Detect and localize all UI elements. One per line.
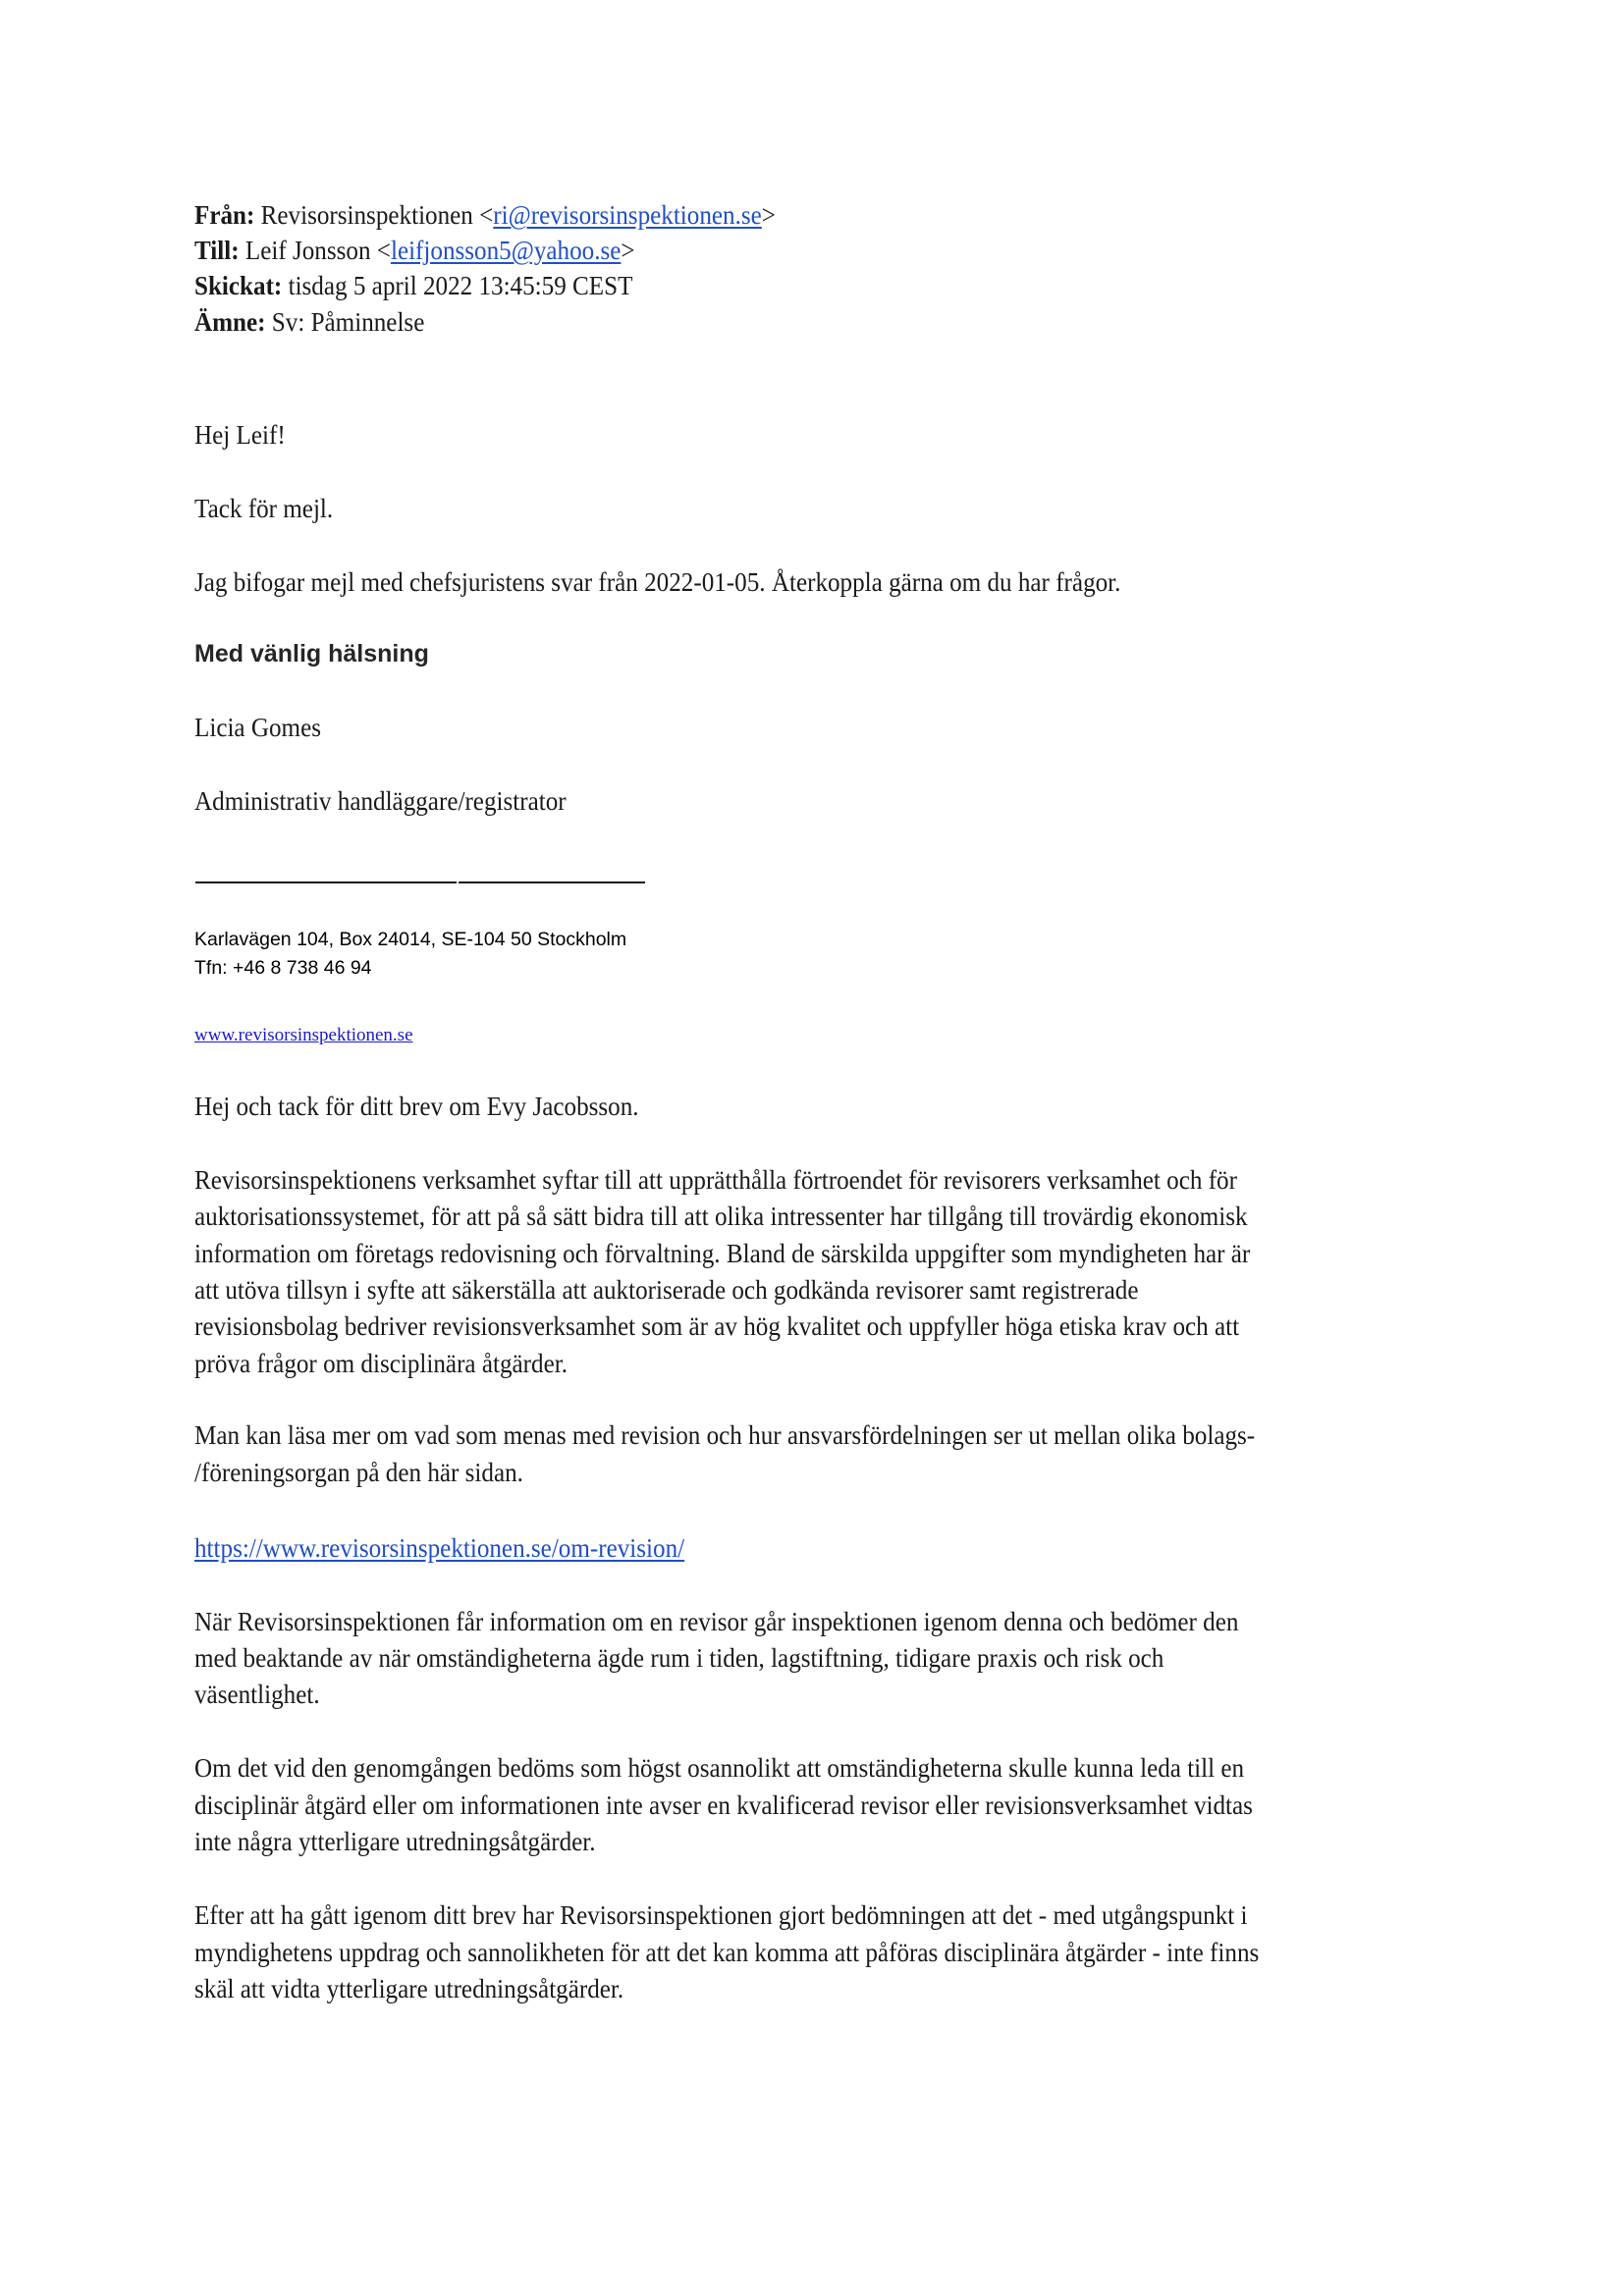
quoted-p3-line: med beaktande av när omständigheterna ägde rum i tiden, lagstiftning, tidigare praxis och risk och <box>194 1643 1164 1673</box>
to-label: Till: <box>194 236 240 265</box>
from-label: Från: <box>194 200 255 230</box>
quoted-p4-line: Om det vid den genomgången bedöms som högst osannolikt att omständigheterna skulle kunna leda till en <box>194 1753 1245 1783</box>
subject-value: Sv: Påminnelse <box>271 307 425 337</box>
header-from: Från: Revisorsinspektionen <ri@revisorsinspektionen.se> <box>194 200 776 230</box>
quoted-p1-line: pröva frågor om disciplinära åtgärder. <box>194 1349 568 1378</box>
signature-phone: Tfn: +46 8 738 46 94 <box>194 957 372 979</box>
quoted-p3-line: När Revisorsinspektionen får information om en revisor går inspektionen igenom denna och bedömer den <box>194 1607 1239 1636</box>
from-name: Revisorsinspektionen <box>260 200 473 230</box>
quoted-p5-line: skäl att vidta ytterligare utredningsåtgärder. <box>194 1974 624 2003</box>
sent-value: tisdag 5 april 2022 13:45:59 CEST <box>288 271 633 300</box>
quoted-p1-line: revisionsbolag bedriver revisionsverksamhet som är av hög kvalitet och uppfyller höga etiska krav och att <box>194 1311 1240 1341</box>
reply-body: Jag bifogar mejl med chefsjuristens svar från 2022-01-05. Återkoppla gärna om du har frågor. <box>194 567 1121 597</box>
to-name: Leif Jonsson <box>244 236 371 265</box>
reply-greeting: Hej Leif! <box>194 420 286 450</box>
signer-name: Licia Gomes <box>194 713 322 742</box>
header-subject <box>194 309 424 336</box>
quoted-p1-line: Revisorsinspektionens verksamhet syftar till att upprätthålla förtroendet för revisorers verksamhet och för <box>194 1165 1237 1195</box>
reply-closing: Med vänlig hälsning <box>194 640 429 667</box>
header-sent <box>194 273 632 299</box>
header-to: Till: Leif Jonsson <leifjonsson5@yahoo.se> <box>194 236 635 265</box>
reply-thanks: Tack för mejl. <box>194 494 334 523</box>
quoted-p1-line: att utöva tillsyn i syfte att säkerställa att auktoriserade och godkända revisorer samt registrerade <box>194 1275 1139 1305</box>
from-email-link[interactable]: ri@revisorsinspektionen.se <box>493 200 762 230</box>
om-revision-link[interactable]: https://www.revisorsinspektionen.se/om-revision/ <box>194 1533 685 1563</box>
quoted-p5-line: Efter att ha gått igenom ditt brev har Revisorsinspektionen gjort bedömningen att det - med utgångspunkt i <box>194 1900 1248 1930</box>
quoted-p4-line: disciplinär åtgärd eller om informationen inte avser en kvalificerad revisor eller revisionsverksamhet vidtas <box>194 1790 1253 1820</box>
quoted-p1-line: auktorisationssystemet, för att på så sätt bidra till att olika intressenter har tillgång till trovärdig ekonomisk <box>194 1201 1248 1231</box>
quoted-p4-line: inte några ytterligare utredningsåtgärder. <box>194 1827 596 1856</box>
quoted-p3-line: väsentlighet. <box>194 1680 320 1709</box>
quoted-p2-line: /föreningsorgan på den här sidan. <box>194 1458 523 1487</box>
quoted-p1-line: information om företags redovisning och förvaltning. Bland de särskilda uppgifter som myndigheten har är <box>194 1239 1251 1268</box>
quoted-p2-line: Man kan läsa mer om vad som menas med revision och hur ansvarsfördelningen ser ut mellan olika bolags- <box>194 1420 1256 1450</box>
quoted-p5-line: myndighetens uppdrag och sannolikheten för att det kan komma att påföras disciplinära åtgärder - inte finns <box>194 1938 1260 1967</box>
to-email-link[interactable]: leifjonsson5@yahoo.se <box>390 236 622 265</box>
quoted-greeting: Hej och tack för ditt brev om Evy Jacobsson. <box>194 1092 639 1121</box>
sent-label: Skickat: <box>194 271 283 300</box>
signature-divider-left <box>195 881 457 883</box>
signature-divider-right <box>459 881 645 883</box>
signer-title: Administrativ handläggare/registrator <box>194 786 567 816</box>
signature-website-link[interactable]: www.revisorsinspektionen.se <box>194 1025 413 1045</box>
subject-label: Ämne: <box>194 307 266 337</box>
signature-address: Karlavägen 104, Box 24014, SE-104 50 Stockholm <box>194 929 627 950</box>
